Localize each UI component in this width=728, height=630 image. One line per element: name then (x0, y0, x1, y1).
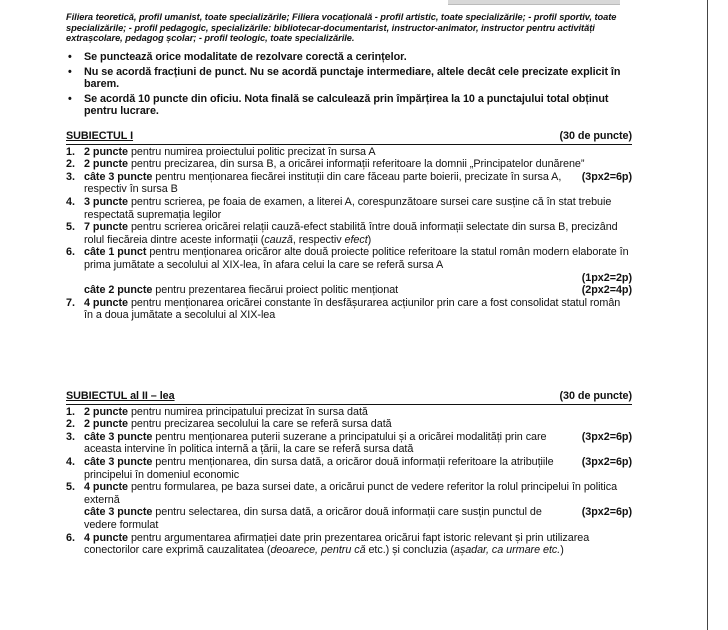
list-item: 1. 2 puncte pentru numirea proiectului politic precizat în sursa A (66, 145, 376, 158)
item-score: (2px2=4p) (581, 284, 632, 297)
bullet-icon: • (68, 51, 72, 64)
section1-title: SUBIECTUL I (66, 130, 134, 143)
list-item: 7. 4 puncte pentru menționarea oricărei constante în desfășurarea acțiunilor prin care a fost consolidat statul român în a doua jumătate a secolului al XIX-lea (66, 296, 621, 322)
list-item: 6. 4 puncte pentru argumentarea afirmației date prin prezentarea oricărui fapt istoric relevant și prin utilizarea conectorilor care exprimă cauzalitatea (deoarece, pentru că etc.) și concluzia (așadar, ca urmare etc.) (66, 531, 590, 557)
list-item: 5. 4 puncte pentru formularea, pe baza sursei date, a oricărui punct de vedere referitor la rolul principelui în politica externă câte 3 puncte pentru selectarea, din sursa dată, a oricăror două informații care susțin punctul de vedere formulat (3px2=6p) (66, 481, 632, 531)
section1-header (66, 130, 632, 145)
item-score: (1px2=2p) (581, 271, 632, 284)
section2-items (66, 406, 632, 557)
list-item: 2. 2 puncte pentru precizarea, din sursa B, a oricărei informații referitoare la domnii „Principatelor dunărene” (66, 158, 585, 171)
rule-item: • Se acordă 10 puncte din oficiu. Nota finală se calculează prin împărțirea la 10 a punctajului total obținut pentru lucrare. (68, 92, 609, 118)
section2-header (66, 390, 632, 405)
list-item: 5. 7 puncte pentru scrierea oricărei relații cauză-efect stabilită între două informații selectate din sursa B, precizând rolul fiecăreia dintre aceste informații (cauză, respectiv efect) (66, 221, 618, 246)
bullet-icon: • (68, 92, 72, 105)
item-score: (3px2=6p) (581, 430, 632, 443)
barem-content (66, 12, 632, 557)
list-item: 4. câte 3 puncte pentru menționarea, din sursa dată, a oricăror două informații referitoare la atribuțiile principelui în domeniul economic (3px2=6p) (66, 455, 632, 481)
list-item: 4. 3 puncte pentru scrierea, pe foaia de examen, a literei A, corespunzătoare sursei care susține că în stat trebuie respectată supremația legilor (66, 196, 612, 221)
section2-points: (30 de puncte) (559, 389, 632, 402)
general-rules (66, 51, 632, 118)
item-score: (3px2=6p) (581, 506, 632, 519)
item-score: (3px2=6p) (581, 455, 632, 468)
rule-item: • Nu se acordă fracțiuni de punct. Nu se acordă punctaje intermediare, altele decât cele precizate explicit în barem. (68, 65, 621, 91)
section2-title: SUBIECTUL al II – lea (66, 389, 175, 402)
list-item: 6. câte 1 punct pentru menționarea oricăror alte două proiecte politice referitoare la statul român modern elaborate în prima jumătate a secolului al XIX-lea, în afara celui la care se referă sursa A (1px2=2p) câte 2 puncte pentru prezentarea fiecărui proiect politic menționat (2px2=4p) (66, 246, 632, 297)
page-edge-rule (707, 0, 708, 630)
header-note: Filiera teoretică, profil umanist, toate specializările; Filiera vocațională - profil artistic, toate specializările; - profil sportiv, toate specializările; - profil pedagogic, specializările: bibliotecar-documentarist, instructor-animator, instructor pentru activități extrașcolare, pedagog școlar; - profil teologic, toate specializările. (66, 12, 617, 44)
section1-points: (30 de puncte) (559, 130, 632, 143)
list-item: 2. 2 puncte pentru precizarea secolului la care se referă sursa dată (66, 418, 392, 431)
item-score: (3px2=6p) (581, 170, 632, 183)
rule-item: • Se punctează orice modalitate de rezolvare corectă a cerințelor. (68, 51, 407, 64)
list-item: 3. câte 3 puncte pentru menționarea puterii suzerane a principatului și a oricărei modalități prin care aceasta intervine în politica internă a țării, la care se referă sursa dată (3px2=6p) (66, 430, 632, 456)
bullet-icon: • (68, 65, 72, 78)
section1-items (66, 146, 632, 322)
list-item: 1. 2 puncte pentru numirea principatului precizat în sursa dată (66, 405, 368, 418)
list-item: 3. câte 3 puncte pentru menționarea fiecărei instituții din care făceau parte boierii, precizate în sursa A, respectiv în sursa B (3px2=6p) (66, 170, 632, 196)
header-bar (448, 0, 620, 5)
